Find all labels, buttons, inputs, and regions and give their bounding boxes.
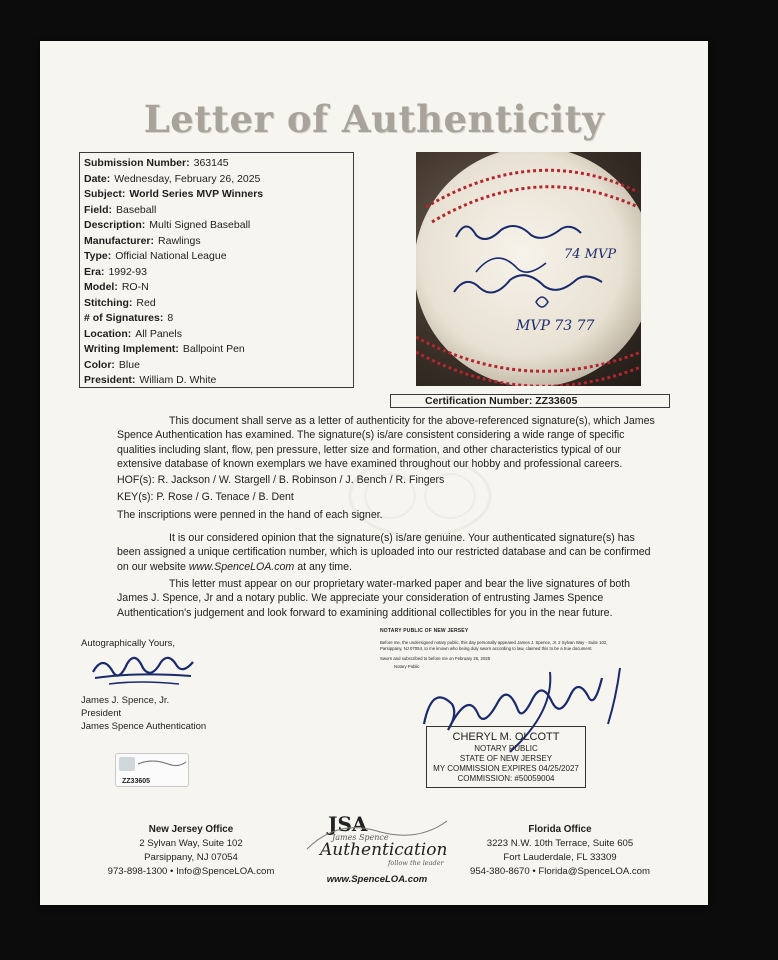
info-value: RO-N <box>121 281 149 293</box>
signer-lists <box>117 473 657 522</box>
notary-sworn: Sworn and subscribed to before me on February 26, 2025 <box>380 656 491 661</box>
paragraph-2-a: It is our considered opinion that the signature(s) is/are genuine. Your authenticated signature(s) has been assigned a unique certification number, which is uploaded into our restricted database and can be confirmed on our website <box>117 532 651 573</box>
info-row <box>84 358 349 374</box>
fl-office-title: Florida Office <box>528 824 592 835</box>
info-row <box>84 156 349 172</box>
notary-block <box>380 628 660 783</box>
info-key: # of Signatures: <box>84 312 164 324</box>
info-key: Description: <box>84 219 146 231</box>
stamp-expires: MY COMMISSION EXPIRES 04/25/2027 <box>433 764 579 773</box>
signer-company: James Spence Authentication <box>81 721 207 732</box>
info-key: Submission Number: <box>84 157 190 169</box>
inscriptions-line: The inscriptions were penned in the hand of each signer. <box>117 508 383 521</box>
info-key: President: <box>84 374 136 386</box>
info-value: Multi Signed Baseball <box>149 219 251 231</box>
info-key: Color: <box>84 358 115 371</box>
nj-office-block <box>96 823 286 879</box>
notary-statement: Before me, the undersigned notary public, this day personally appeared James J. Spence, Jr. 2 Sylvan Way - Suite 102, Parsippany, NJ 07054, to me known who being duly sworn according to law, claimed this to be a true document. <box>380 640 608 651</box>
info-value: Rawlings <box>158 234 201 247</box>
hof-line: HOF(s): R. Jackson / W. Stargell / B. Robinson / J. Bench / R. Fingers <box>117 474 445 486</box>
notary-header: NOTARY PUBLIC OF NEW JERSEY <box>380 628 469 634</box>
info-row <box>84 327 349 343</box>
sticker-number: ZZ33605 <box>122 778 151 785</box>
info-row <box>84 296 349 312</box>
paragraph-2-b: at any time. <box>294 560 352 573</box>
fl-address-1: 3223 N.W. 10th Terrace, Suite 605 <box>486 838 634 849</box>
logo-jsa-text: JSA <box>328 812 368 836</box>
info-value: Baseball <box>116 203 157 216</box>
watermark-paragraph <box>117 577 657 620</box>
authenticity-paragraph <box>117 414 657 472</box>
nj-address-1: 2 Sylvan Way, Suite 102 <box>139 838 243 849</box>
logo-word-text: Authentication <box>320 840 448 860</box>
info-key: Subject: <box>84 188 126 200</box>
info-key: Manufacturer: <box>84 234 155 247</box>
info-value: Official National League <box>115 250 227 262</box>
hologram-icon <box>116 754 190 788</box>
info-value: Blue <box>118 358 140 371</box>
certification-number: ZZ33605 <box>535 395 578 407</box>
nj-office-title: New Jersey Office <box>148 824 234 835</box>
fl-office-block <box>460 823 660 879</box>
signer-title: President <box>81 708 122 719</box>
spence-signature-block <box>81 637 281 733</box>
info-row <box>84 218 349 234</box>
fl-address-2: Fort Lauderdale, FL 33309 <box>503 852 617 863</box>
info-key: Writing Implement: <box>84 343 179 355</box>
info-value: All Panels <box>135 327 182 340</box>
certification-label: Certification Number: <box>425 395 533 407</box>
notary-stamp <box>426 726 586 788</box>
nj-contact: 973-898-1300 • Info@SpenceLOA.com <box>107 866 275 877</box>
notary-public-label: Notary Public <box>394 664 420 669</box>
info-value: Ballpoint Pen <box>182 343 245 355</box>
info-key: Stitching: <box>84 296 133 309</box>
website-link[interactable]: www.SpenceLOA.com <box>188 560 295 573</box>
opinion-paragraph <box>117 531 657 574</box>
logo-sub-text: James Spence <box>332 833 389 842</box>
info-row <box>84 249 349 265</box>
info-row <box>84 172 349 188</box>
closing-text: Autographically Yours, <box>81 638 176 649</box>
fl-contact: 954-380-8670 • Florida@SpenceLOA.com <box>469 866 651 877</box>
info-row <box>84 311 349 327</box>
baseball-photo <box>416 152 641 386</box>
page-title: Letter of Authenticity <box>143 97 605 141</box>
spence-signature <box>89 650 199 690</box>
jsa-hologram-sticker <box>115 753 189 787</box>
paragraph-1: This document shall serve as a letter of authenticity for the above-referenced signature(s), which James Spence Authentication has examined. The signature(s) is/are consistent considering a wide range of specific qualities including slant, flow, pen pressure, letter size and formation, and other characteristics typical of our extensive database of known exemplars we have examined throughout our hobby and professional careers. <box>117 415 655 471</box>
info-row <box>84 265 349 281</box>
info-value: 8 <box>167 312 174 324</box>
jsa-logo-mark <box>302 809 452 869</box>
info-row <box>84 234 349 250</box>
info-value: 363145 <box>193 157 229 169</box>
letter-of-authenticity-page <box>40 41 708 905</box>
info-value: World Series MVP Winners <box>129 188 264 200</box>
paragraph-3: This letter must appear on our proprietary water-marked paper and bear the live signatures of both James J. Spence, Jr and a notary public. We appreciate your consideration of entrusting James Spence Authentication's judgement and look forward to examining additional collectibles for you in the near future. <box>117 578 631 619</box>
stamp-name: CHERYL M. OLCOTT <box>452 731 560 743</box>
info-key: Location: <box>84 327 132 340</box>
info-value: Wednesday, February 26, 2025 <box>114 172 261 185</box>
info-row <box>84 187 349 203</box>
info-value: Red <box>136 296 156 309</box>
info-value: 1992-93 <box>108 265 147 278</box>
footer-website[interactable]: www.SpenceLOA.com <box>326 874 428 885</box>
signer-name: James J. Spence, Jr. <box>81 695 170 706</box>
certification-number-box <box>390 394 670 408</box>
info-row <box>84 373 349 389</box>
stamp-commission: COMMISSION: #50059004 <box>457 774 555 783</box>
paragraph-2 <box>117 531 657 574</box>
stamp-state: STATE OF NEW JERSEY <box>459 754 553 763</box>
info-key: Era: <box>84 265 105 278</box>
info-key: Field: <box>84 203 112 216</box>
stamp-title: NOTARY PUBLIC <box>474 744 538 753</box>
ball-inscription-74mvp: 74 MVP <box>564 247 617 262</box>
info-row <box>84 280 349 296</box>
nj-address-2: Parsippany, NJ 07054 <box>144 852 238 863</box>
ball-inscription-mvp7377: MVP 73 77 <box>516 318 595 334</box>
item-details-box <box>79 152 354 388</box>
logo-tagline: follow the leader <box>388 859 444 867</box>
info-key: Type: <box>84 250 112 262</box>
baseball-image <box>416 152 641 386</box>
info-key: Model: <box>84 281 118 293</box>
jsa-logo <box>302 809 452 885</box>
info-row <box>84 342 349 358</box>
info-key: Date: <box>84 172 111 185</box>
key-line: KEY(s): P. Rose / G. Tenace / B. Dent <box>117 491 294 504</box>
info-value: William D. White <box>139 374 217 386</box>
info-row <box>84 203 349 219</box>
